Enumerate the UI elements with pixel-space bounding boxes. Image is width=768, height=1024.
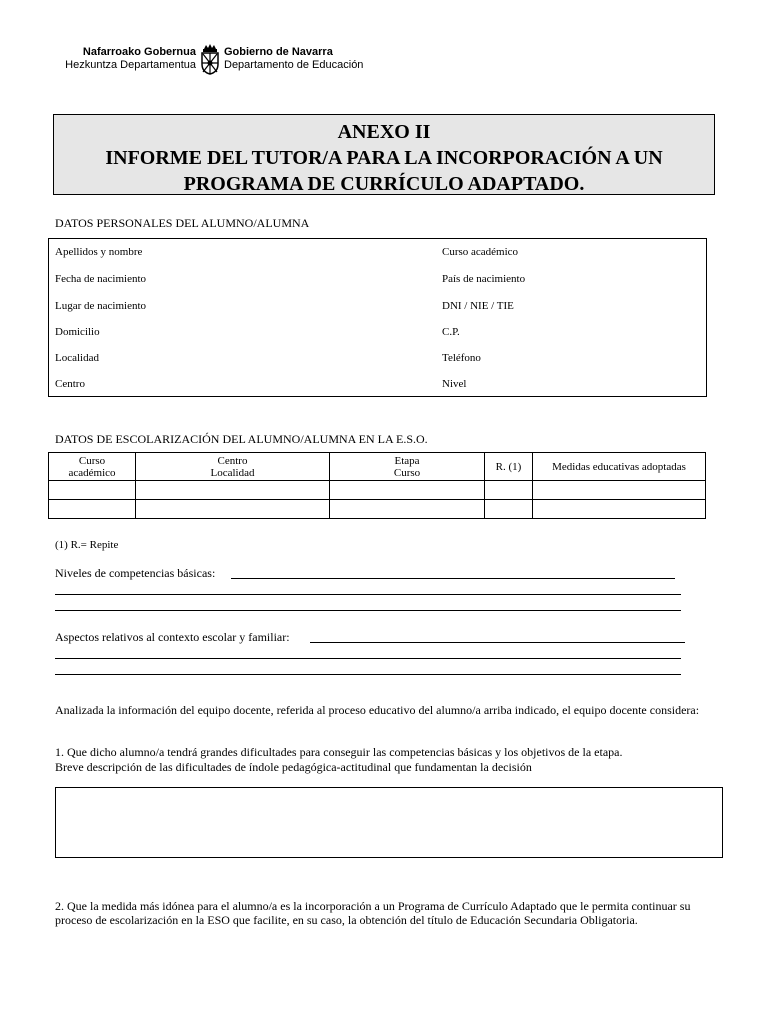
context-label: Aspectos relativos al contexto escolar y familiar: — [55, 630, 290, 644]
table-cell[interactable] — [136, 500, 330, 519]
col-stage-course: Etapa Curso — [330, 453, 485, 481]
competencies-line-1[interactable] — [231, 578, 675, 579]
logo-right-line2: Departamento de Educación — [224, 59, 364, 71]
logo-spanish-text — [224, 46, 384, 72]
field-birth-date: Fecha de nacimiento — [55, 273, 147, 285]
field-phone: Teléfono — [442, 352, 481, 364]
field-name: Apellidos y nombre — [55, 246, 143, 258]
personal-data-heading: DATOS PERSONALES DEL ALUMNO/ALUMNA — [55, 216, 310, 230]
field-birth-country: País de nacimiento — [442, 273, 526, 285]
footnote: (1) R.= Repite — [55, 539, 119, 551]
logo-basque-text — [62, 46, 196, 72]
col-educational-measures: Medidas educativas adoptadas — [533, 453, 706, 481]
field-id-document: DNI / NIE / TIE — [442, 300, 514, 312]
col-repeat: R. (1) — [485, 453, 533, 481]
field-school: Centro — [55, 378, 85, 390]
table-cell[interactable] — [533, 481, 706, 500]
table-cell[interactable] — [533, 500, 706, 519]
government-logo — [62, 46, 382, 82]
title-line2: INFORME DEL TUTOR/A PARA LA INCORPORACIÓN A UN — [105, 147, 663, 169]
field-level: Nivel — [442, 378, 467, 390]
col-school-locality: Centro Localidad — [136, 453, 330, 481]
point-1-line-1: 1. Que dicho alumno/a tendrá grandes dificultades para conseguir las competencias básicas y los objetivos de la etapa. — [55, 745, 623, 759]
table-cell[interactable] — [49, 500, 136, 519]
field-address: Domicilio — [55, 326, 100, 338]
personal-data-box — [48, 238, 707, 397]
field-postal-code: C.P. — [442, 326, 460, 338]
point-2-text: 2. Que la medida más idónea para el alumno/a es la incorporación a un Programa de Currículo Adaptado que le permita continuar su proceso de escolarización en la ESO que facilite, en su caso, la obtención del título de Educación Secundaria Obligatoria. — [55, 899, 691, 927]
schooling-table — [48, 452, 706, 519]
title-line3: PROGRAMA DE CURRÍCULO ADAPTADO. — [183, 173, 585, 195]
field-birth-place: Lugar de nacimiento — [55, 300, 147, 312]
point-1-line-2: Breve descripción de las dificultades de índole pedagógica-actitudinal que fundamentan la decisión — [55, 760, 532, 774]
context-line-1[interactable] — [310, 642, 685, 643]
table-cell[interactable] — [136, 481, 330, 500]
competencies-label: Niveles de competencias básicas: — [55, 566, 216, 580]
logo-right-line1: Gobierno de Navarra — [224, 46, 333, 58]
table-cell[interactable] — [485, 500, 533, 519]
analysis-text: Analizada la información del equipo docente, referida al proceso educativo del alumno/a arriba indicado, el equipo docente considera: — [55, 703, 700, 717]
field-academic-year: Curso académico — [442, 246, 519, 258]
table-cell[interactable] — [330, 500, 485, 519]
document-title-box — [53, 114, 715, 195]
description-box[interactable] — [55, 787, 723, 858]
competencies-line-2[interactable] — [55, 594, 681, 595]
title-annex: ANEXO II — [337, 121, 431, 143]
table-cell[interactable] — [49, 481, 136, 500]
navarra-coat-of-arms-icon — [198, 42, 222, 76]
table-row — [49, 481, 706, 500]
competencies-line-3[interactable] — [55, 610, 681, 611]
table-cell[interactable] — [485, 481, 533, 500]
table-header-row — [49, 453, 706, 481]
schooling-heading: DATOS DE ESCOLARIZACIÓN DEL ALUMNO/ALUMNA EN LA E.S.O. — [55, 432, 428, 446]
field-locality: Localidad — [55, 352, 99, 364]
context-line-2[interactable] — [55, 658, 681, 659]
col-academic-year: Curso académico — [49, 453, 136, 481]
table-row — [49, 500, 706, 519]
logo-left-line1: Nafarroako Gobernua — [82, 46, 196, 58]
context-line-3[interactable] — [55, 674, 681, 675]
logo-left-line2: Hezkuntza Departamentua — [65, 59, 196, 71]
table-cell[interactable] — [330, 481, 485, 500]
